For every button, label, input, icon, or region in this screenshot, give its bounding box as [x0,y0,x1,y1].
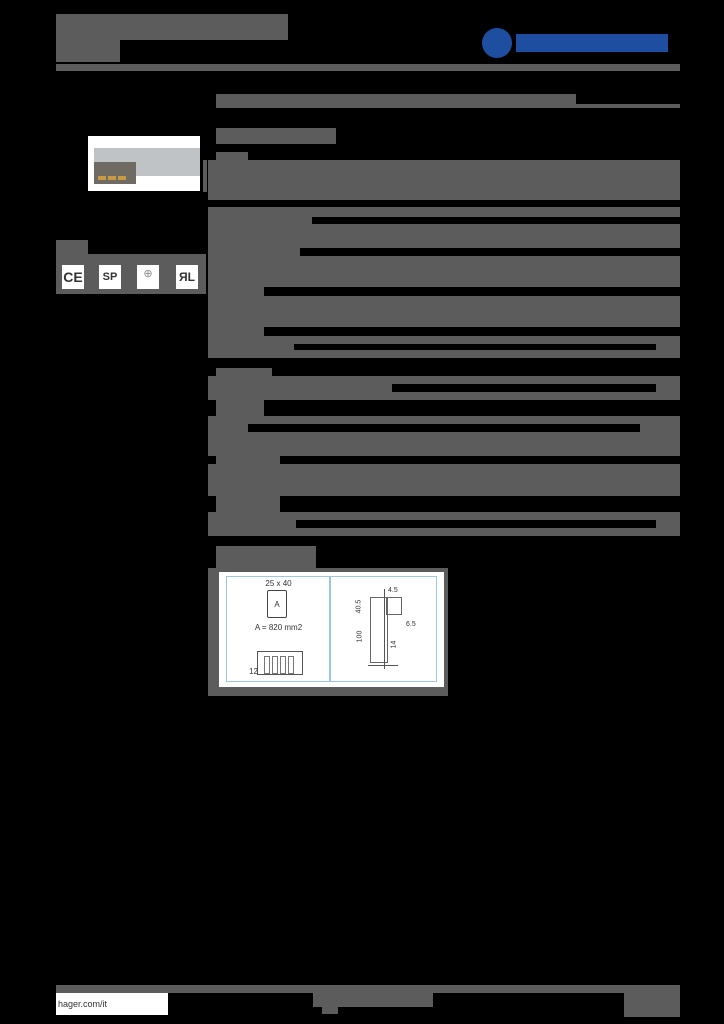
trunking-section-icon: A [267,590,287,618]
footer-page-number [624,993,680,1017]
spec-row [208,296,680,327]
header-rule [56,64,680,71]
spec-row [656,384,680,392]
spec-row [208,464,680,496]
gost-mark-icon: ⊕ [137,265,159,289]
trunking-profile-icon [257,651,303,675]
spec-row [640,424,680,432]
spec-row [216,400,264,416]
product-subheading [216,128,336,144]
dim-label: 40.5 [355,599,363,614]
dim-label: 6.5 [406,621,416,628]
spec-row [208,416,680,424]
ul-recognized-icon: ЯL [176,265,198,289]
spec-row [208,512,680,520]
ce-mark-icon: CE [62,265,84,289]
slot-dim: 12 [249,667,258,676]
product-photo [88,136,200,191]
trunking-size: 25 x 40 [265,579,292,588]
spec-row [208,350,680,358]
footer-rule [56,985,680,993]
spec-row [208,424,248,432]
logo-circle-icon [482,28,512,58]
spec-row [208,216,312,224]
drawing-left-panel [226,576,331,682]
spec-row [208,392,680,400]
product-heading-rule [216,104,680,108]
spec-row [208,376,680,384]
technical-drawing [219,572,444,687]
hager-logo [482,28,672,60]
dim-label: 14 [390,640,398,649]
drawing-right-panel [329,576,437,682]
csa-mark-icon: SP [99,265,121,289]
spec-row [208,160,680,200]
spec-row [216,496,280,512]
spec-row [208,520,296,528]
header-title-block [56,14,288,40]
footer-page-mark [322,1006,338,1014]
spec-row [208,336,680,344]
drawing-section-label [216,546,316,568]
spec-row [208,528,680,536]
dim-label: 100 [356,630,364,643]
dim-label: 4.5 [388,587,398,594]
spec-row [208,384,392,392]
spec-row [208,224,680,248]
spec-row [208,432,680,456]
logo-wordmark [516,34,668,52]
trunking-area: A = 820 mm2 [254,623,303,632]
spec-row [208,256,680,287]
website-link[interactable]: hager.com/it [56,993,168,1015]
photo-edge [203,160,207,192]
footer-center-text [313,993,433,1007]
spec-row [656,520,680,528]
certifications-label [56,240,88,254]
spec-row [216,456,280,464]
header-subtitle-block [56,40,120,62]
